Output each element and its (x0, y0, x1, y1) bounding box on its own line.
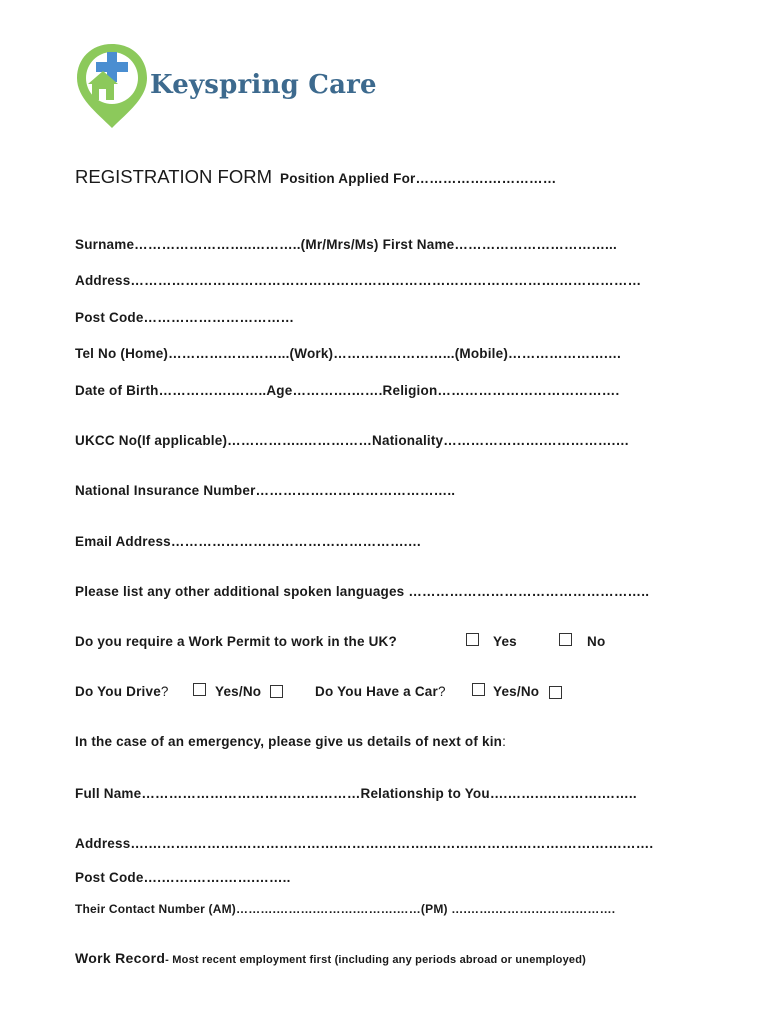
drive-no-checkbox[interactable] (270, 685, 283, 698)
work-record-note: - Most recent employment first (including any periods abroad or unemployed) (165, 954, 587, 966)
car-no-checkbox[interactable] (549, 686, 562, 699)
drive-question-mark: ? (160, 684, 169, 699)
drive-options: Yes/No (215, 684, 262, 699)
drive-question-row (75, 684, 169, 699)
work-record-heading (75, 950, 586, 966)
telephone-field[interactable]: Tel No (Home)……………………...(Work)……………………...(Mobile)………………….… (75, 346, 622, 361)
car-options: Yes/No (493, 684, 540, 699)
languages-field[interactable]: Please list any other additional spoken languages …………………………………………….. (75, 584, 650, 599)
surname-field[interactable]: Surname……………………..………..(Mr/Mrs/Ms) First Name……………………………... (75, 237, 617, 252)
kin-full-name-field[interactable]: Full Name…………………………………………Relationship to You….…….….……….…….. (75, 786, 637, 801)
work-permit-yes-label: Yes (493, 634, 517, 649)
emergency-text: In the case of an emergency, please give us details of next of kin (75, 734, 503, 749)
email-field[interactable]: Email Address…………………………………………….… (75, 534, 422, 549)
work-permit-no-label: No (587, 634, 606, 649)
address-field[interactable]: Address………………………………………………………………………………….……………… (75, 273, 642, 288)
drive-checkbox[interactable] (193, 683, 206, 696)
date-of-birth-field[interactable]: Date of Birth…………….……..Age………….…….Religion…………………………………. (75, 383, 620, 398)
form-title-row (75, 166, 556, 188)
post-code-field[interactable]: Post Code…………………………… (75, 310, 295, 325)
kin-address-field[interactable]: Address….……….……….………………….……….……….……….……….……….……….………. (75, 836, 654, 851)
national-insurance-field[interactable]: National Insurance Number…………………………………….. (75, 483, 456, 498)
ukcc-field[interactable]: UKCC No(If applicable)……………..……………Nationality………………….…………….… (75, 433, 630, 448)
emergency-instruction (75, 734, 506, 749)
work-permit-no-checkbox[interactable] (559, 633, 572, 646)
drive-label: Do You Drive (75, 684, 161, 699)
company-logo (74, 42, 377, 132)
work-record-title: Work Record (75, 950, 166, 966)
car-checkbox[interactable] (472, 683, 485, 696)
position-applied-field[interactable]: Position Applied For…………….…………… (280, 171, 557, 186)
brand-name: Keyspring Care (150, 70, 377, 100)
car-question-mark: ? (437, 684, 446, 699)
kin-contact-number-field[interactable]: Their Contact Number (AM)……….……….……….……….……(PM) ….…….……….……….………. (75, 902, 616, 916)
kin-post-code-field[interactable]: Post Code….…….…….…….…….. (75, 870, 291, 885)
form-title: REGISTRATION FORM (75, 166, 272, 187)
emergency-colon: : (502, 734, 507, 749)
car-label: Do You Have a Car (315, 684, 438, 699)
car-question-row (315, 684, 446, 699)
work-permit-question: Do you require a Work Permit to work in the UK? (75, 634, 397, 649)
work-permit-yes-checkbox[interactable] (466, 633, 479, 646)
location-pin-house-icon (74, 42, 150, 130)
